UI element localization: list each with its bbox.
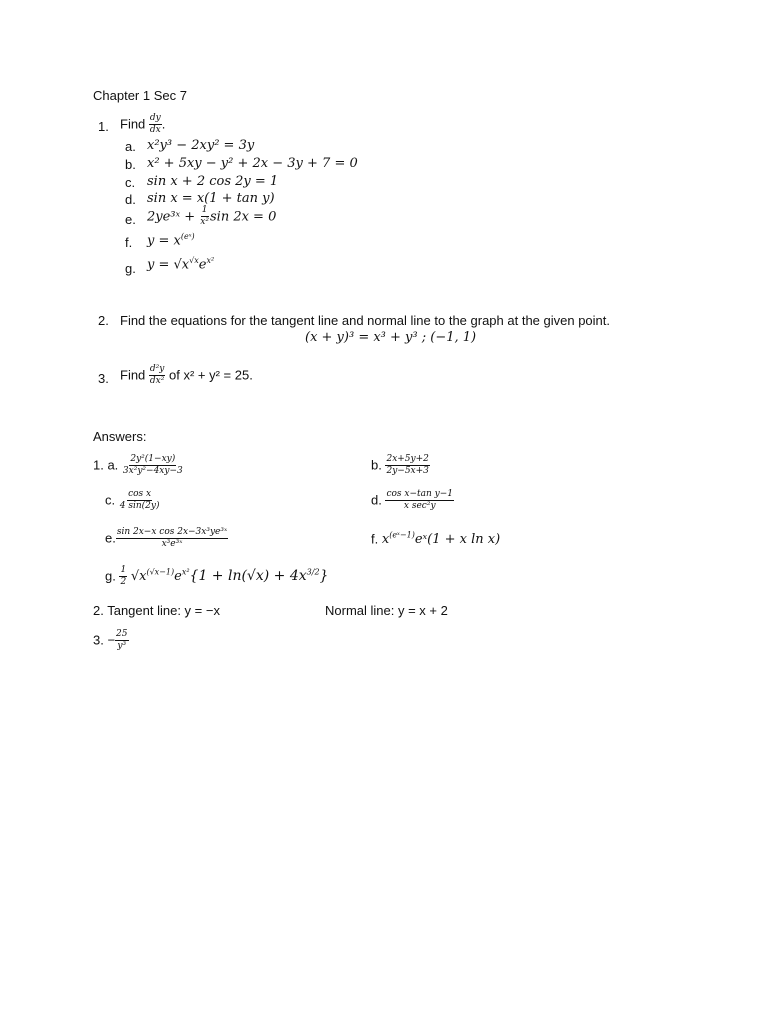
answer-1e-den: x³e³ˣ <box>161 539 183 550</box>
answer-1a-num: 2y²(1−xy) <box>129 455 176 466</box>
q1-item-f-exponent: (eˣ) <box>180 232 195 241</box>
q2-equation: (x + y)³ = x³ + y³ ; (−1, 1) <box>305 330 477 345</box>
q1-item-e-part-b: sin 2x = 0 <box>209 209 277 225</box>
answer-1b-den: 2y−5x+3 <box>386 466 429 477</box>
answer-1g-brace: {1 + ln(√x) + 4x <box>189 568 307 585</box>
answer-1b-num: 2x+5y+2 <box>385 455 429 466</box>
q1-item-g-letter: g. <box>125 261 136 276</box>
q1-item-b-letter: b. <box>125 157 136 172</box>
answer-1c <box>105 490 160 512</box>
answer-1b-fraction <box>385 455 429 477</box>
q1-number: 1. <box>98 119 109 134</box>
q1-item-e-letter: e. <box>125 212 136 227</box>
q1-prompt <box>120 114 165 136</box>
answer-1g-exponent: (√x−1) <box>146 568 175 578</box>
answer-1f-label: f. <box>371 531 379 547</box>
answer-1e-fraction <box>116 528 228 550</box>
answer-1f-exponent: (eˣ−1) <box>389 531 415 540</box>
answer-1g-e-exponent: x² <box>181 568 190 578</box>
q1-item-a-expr: x²y³ − 2xy² = 3y <box>147 138 255 153</box>
answer-1c-num: cos x <box>127 490 152 501</box>
answer-3-den: y³ <box>117 641 127 652</box>
answer-1d-label: d. <box>371 492 382 508</box>
q1-item-b-expr: x² + 5xy − y² + 2x − 3y + 7 = 0 <box>147 156 358 171</box>
answer-1d-den: x sec²y <box>403 501 436 512</box>
q2-number: 2. <box>98 313 109 328</box>
answer-1f <box>371 532 500 546</box>
answer-3-fraction <box>115 630 128 652</box>
answer-1g-half-num: 1 <box>119 566 127 577</box>
answer-1d <box>371 490 454 512</box>
answer-1g-e: e <box>174 569 182 585</box>
q1-item-f-base: y = x <box>147 233 181 249</box>
q1-item-e-part-a: 2ye³ˣ + <box>147 209 200 225</box>
q1-item-g-expr <box>147 257 214 271</box>
answer-1b <box>371 455 430 477</box>
answer-1f-rest: eˣ(1 + x ln x) <box>414 532 501 548</box>
q3-derivative <box>149 365 165 387</box>
q1-item-f-expr <box>147 233 195 247</box>
q1-derivative <box>149 114 162 136</box>
answer-1g-brace-close: } <box>319 568 329 585</box>
answer-1e <box>105 528 228 550</box>
q1-item-d-expr: sin x = x(1 + tan y) <box>147 191 275 206</box>
q3-tail: of x² + y² = 25. <box>169 367 253 383</box>
answer-3-label: 3. − <box>93 632 116 648</box>
answer-1g-half-den: 2 <box>120 577 127 588</box>
answer-1g <box>105 566 328 588</box>
answer-1c-den: 4 sin(2y) <box>119 501 160 512</box>
q1-item-c-expr: sin x + 2 cos 2y = 1 <box>147 174 279 189</box>
q3-prompt <box>120 365 253 387</box>
answer-3-num: 25 <box>115 630 128 641</box>
q3-derivative-num: d²y <box>149 365 165 376</box>
answer-1a-den: 3x²y²−4xy−3 <box>122 466 183 477</box>
q1-item-c-letter: c. <box>125 175 136 190</box>
answer-1a-label: 1. a. <box>93 457 119 473</box>
q2-text: Find the equations for the tangent line and normal line to the graph at the given point. <box>120 313 611 328</box>
answer-1b-label: b. <box>371 457 382 473</box>
q1-item-g-base: y = √x <box>147 257 190 273</box>
q3-derivative-den: dx² <box>149 376 165 387</box>
q3-number: 3. <box>98 371 109 386</box>
answer-1c-fraction <box>119 490 161 512</box>
q1-item-a-letter: a. <box>125 139 136 154</box>
answer-1a-fraction <box>122 455 184 477</box>
q1-derivative-num: dy <box>149 114 162 125</box>
answer-2-tangent: 2. Tangent line: y = −x <box>93 603 220 618</box>
answer-1a <box>93 455 184 477</box>
answer-1g-expr <box>131 569 329 584</box>
q3-label: Find <box>120 367 146 383</box>
answer-1f-expr <box>382 532 500 547</box>
q1-item-g-tail-exponent: x² <box>206 256 215 265</box>
answer-1g-half <box>119 566 127 588</box>
answer-1g-label: g. <box>105 568 116 584</box>
answer-3 <box>93 630 129 652</box>
answer-1d-num: cos x−tan y−1 <box>385 490 454 501</box>
q1-item-d-letter: d. <box>125 192 136 207</box>
q1-item-e-expr <box>147 206 276 228</box>
answer-1g-x-exponent: 3/2 <box>306 568 320 578</box>
answer-1e-num: sin 2x−x cos 2x−3x³ye³ˣ <box>116 528 228 539</box>
answer-1c-label: c. <box>105 492 116 508</box>
answer-2-normal: Normal line: y = x + 2 <box>325 603 448 618</box>
q1-item-g-exponent: √x <box>189 256 199 265</box>
answers-heading: Answers: <box>93 429 147 444</box>
q1-label: Find <box>120 116 146 132</box>
answer-1d-fraction <box>385 490 454 512</box>
q1-item-g-tail: e <box>198 257 207 273</box>
page-title: Chapter 1 Sec 7 <box>93 88 187 103</box>
q1-item-e-fraction <box>199 206 210 228</box>
q1-item-e-frac-den: x² <box>200 217 209 228</box>
q1-period: . <box>161 116 166 132</box>
q1-item-f-letter: f. <box>125 235 133 250</box>
answer-1f-base: x <box>381 532 390 548</box>
answer-1g-root: √x <box>130 569 147 585</box>
q1-derivative-den: dx <box>149 125 161 136</box>
answer-1e-label: e. <box>105 530 116 546</box>
q1-item-e-frac-num: 1 <box>201 206 209 217</box>
